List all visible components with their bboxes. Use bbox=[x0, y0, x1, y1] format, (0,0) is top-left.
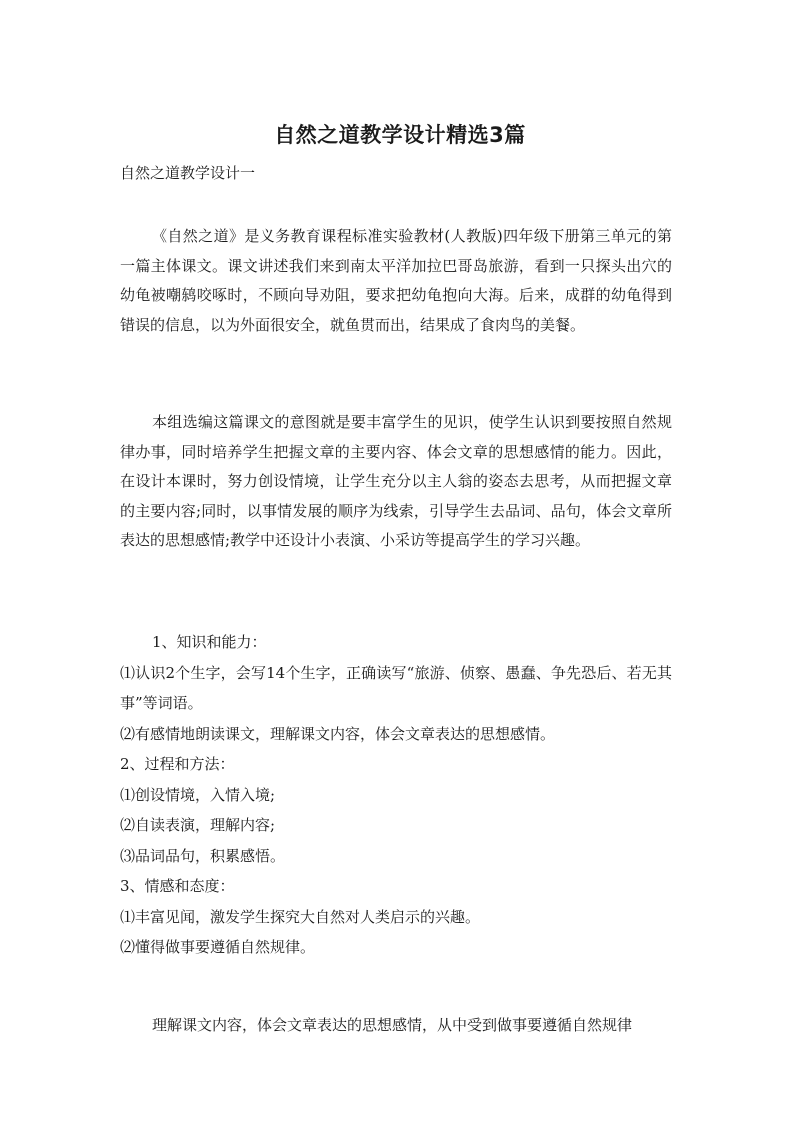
teaching-goals-list bbox=[120, 627, 672, 963]
goal-heading: 1、知识和能力： bbox=[152, 633, 267, 651]
document-title: 自然之道教学设计精选3篇 bbox=[274, 123, 526, 147]
paragraph-closing: 理解课文内容，体会文章表达的思想感情，从中受到做事要遵循自然规律 bbox=[152, 1016, 633, 1034]
goal-item: ⑴创设情境，入情入境; bbox=[120, 785, 276, 804]
goal-item: ⑶品词品句，积累感悟。 bbox=[120, 846, 286, 865]
goal-item: ⑵有感情地朗读课文，理解课文内容，体会文章表达的思想感情。 bbox=[120, 724, 556, 743]
section-subtitle: 自然之道教学设计一 bbox=[120, 164, 256, 182]
goal-heading: 2、过程和方法： bbox=[120, 755, 235, 773]
paragraph-intro: 《自然之道》是义务教育课程标准实验教材(人教版)四年级下册第三单元的第一篇主体课文。课文讲述我们来到南太平洋加拉巴哥岛旅游，看到一只探头出穴的幼龟被嘲鸫咬啄时，不顾向导劝阻，要求把幼龟抱向大海。后来，成群的幼龟得到错误的信息，以为外面很安全，就鱼贯而出，结果成了食肉鸟的美餐。 bbox=[120, 227, 672, 334]
goal-item: ⑴丰富见闻，激发学生探究大自然对人类启示的兴趣。 bbox=[120, 907, 481, 926]
goal-item: ⑵懂得做事要遵循自然规律。 bbox=[120, 938, 316, 956]
paragraph-intent: 本组选编这篇课文的意图就是要丰富学生的见识，使学生认识到要按照自然规律办事，同时培养学生把握文章的主要内容、体会文章的思想感情的能力。因此，在设计本课时，努力创设情境，让学生充分以主人翁的姿态去思考，从而把握文章的主要内容;同时，以事情发展的顺序为线索，引导学生去品词、品句，体会文章所表达的思想感情;教学中还设计小表演、小采访等提高学生的学习兴趣。 bbox=[120, 413, 672, 549]
goal-item: ⑵自读表演，理解内容; bbox=[120, 816, 276, 834]
goal-item: ⑴认识2个生字，会写14个生字，正确读写“旅游、侦察、愚蠢、争先恐后、若无其事”等词语。 bbox=[120, 663, 672, 712]
goal-heading: 3、情感和态度： bbox=[120, 877, 235, 895]
